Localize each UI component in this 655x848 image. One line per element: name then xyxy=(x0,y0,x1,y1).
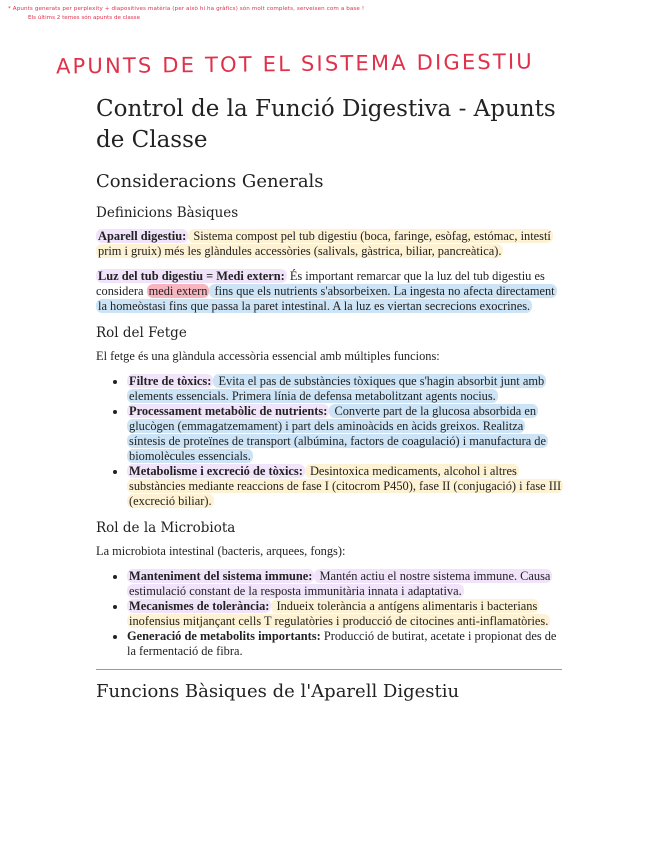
list-item-label: Manteniment del sistema immune: xyxy=(129,569,313,583)
definition-aparell-text: Sistema compost pel tub digestiu (boca, faringe, esòfag, estómac, intestí prim i gruix) més les glàndules accessòries (salivals, gàstrica, biliar, pancreàtica). xyxy=(98,229,551,258)
list-item xyxy=(127,569,562,599)
list-item xyxy=(127,374,562,404)
list-item-label: Processament metabòlic de nutrients: xyxy=(129,404,328,418)
list-item-label: Metabolisme i excreció de tòxics: xyxy=(129,464,303,478)
fetge-intro: El fetge és una glàndula accessòria essencial amb múltiples funcions: xyxy=(96,349,440,363)
list-item-text: Indueix tolerància a antígens alimentaris i bacterians inofensius mitjançant cells T regulatòries i producció de citocines anti-inflamatòries. xyxy=(129,599,549,628)
definition-luz-text-1: És important remarcar que la luz del tub digestiu es considera xyxy=(96,269,545,298)
handwritten-note-line-1: * Apunts generats per perplexity + diapositives matèria (per això hi ha gràfics) són molt complets, serveixen com a base ! xyxy=(8,6,365,12)
list-item-label: Filtre de tòxics: xyxy=(129,374,212,388)
definition-luz-text-2: fins que els nutrients s'absorbeixen. La ingesta no afecta directament la homeòstasi fins que passa la paret intestinal. A la luz es viertan secrecions exocrines. xyxy=(98,284,555,313)
list-item-label: Generació de metabolits importants: xyxy=(127,629,321,643)
definition-aparell-label: Aparell digestiu: xyxy=(98,229,187,243)
document-body xyxy=(96,94,562,714)
subheading-microbiota: Rol de la Microbiota xyxy=(96,520,236,536)
section-divider xyxy=(96,669,562,670)
section-heading-consideracions: Consideracions Generals xyxy=(96,171,324,192)
list-item-text: Desintoxica medicaments, alcohol i altres substàncies mediante reaccions de fase I (citocrom P450), fase II (conjugació) i fase III (excreció biliar). xyxy=(129,464,562,508)
subheading-definicions: Definicions Bàsiques xyxy=(96,205,239,221)
handwritten-note-line-2: Els últims 2 temes són apunts de classe xyxy=(28,15,141,21)
page-title: Control de la Funció Digestiva - Apunts de Classe xyxy=(96,96,556,153)
list-item-text: Producció de butirat, acetate i propionat des de la fermentació de fibra. xyxy=(127,629,557,658)
fetge-list xyxy=(96,374,562,509)
handwritten-title: APUNTS DE TOT EL SISTEMA DIGESTIU xyxy=(55,49,535,79)
definition-luz xyxy=(96,269,562,314)
section-heading-funcions: Funcions Bàsiques de l'Aparell Digestiu xyxy=(96,681,460,702)
definition-luz-label: Luz del tub digestiu = Medi extern: xyxy=(98,269,285,283)
list-item xyxy=(127,464,562,509)
list-item xyxy=(127,629,562,659)
definition-aparell xyxy=(96,229,562,259)
list-item-text: Mantén actiu el nostre sistema immune. Causa estimulació constant de la resposta immunitària innata i adaptativa. xyxy=(129,569,551,598)
subheading-fetge: Rol del Fetge xyxy=(96,325,187,341)
list-item-text: Evita el pas de substàncies tòxiques que s'hagin absorbit junt amb elements essencials. Primera línia de defensa metabolitzant agents nocius. xyxy=(129,374,545,403)
list-item xyxy=(127,599,562,629)
microbiota-list xyxy=(96,569,562,659)
list-item-text: Converte part de la glucosa absorbida en glucògen (emmagatzemament) i part dels aminoàcids en àcids greixos. Realitza síntesis de proteïnes de transport (albúmina, factors de coagulació) i manufactura de biomolècules essencials. xyxy=(129,404,546,463)
microbiota-intro: La microbiota intestinal (bacteris, arquees, fongs): xyxy=(96,544,346,558)
definition-luz-highlight: medi extern xyxy=(148,284,208,298)
list-item-label: Mecanismes de tolerància: xyxy=(129,599,270,613)
list-item xyxy=(127,404,562,464)
